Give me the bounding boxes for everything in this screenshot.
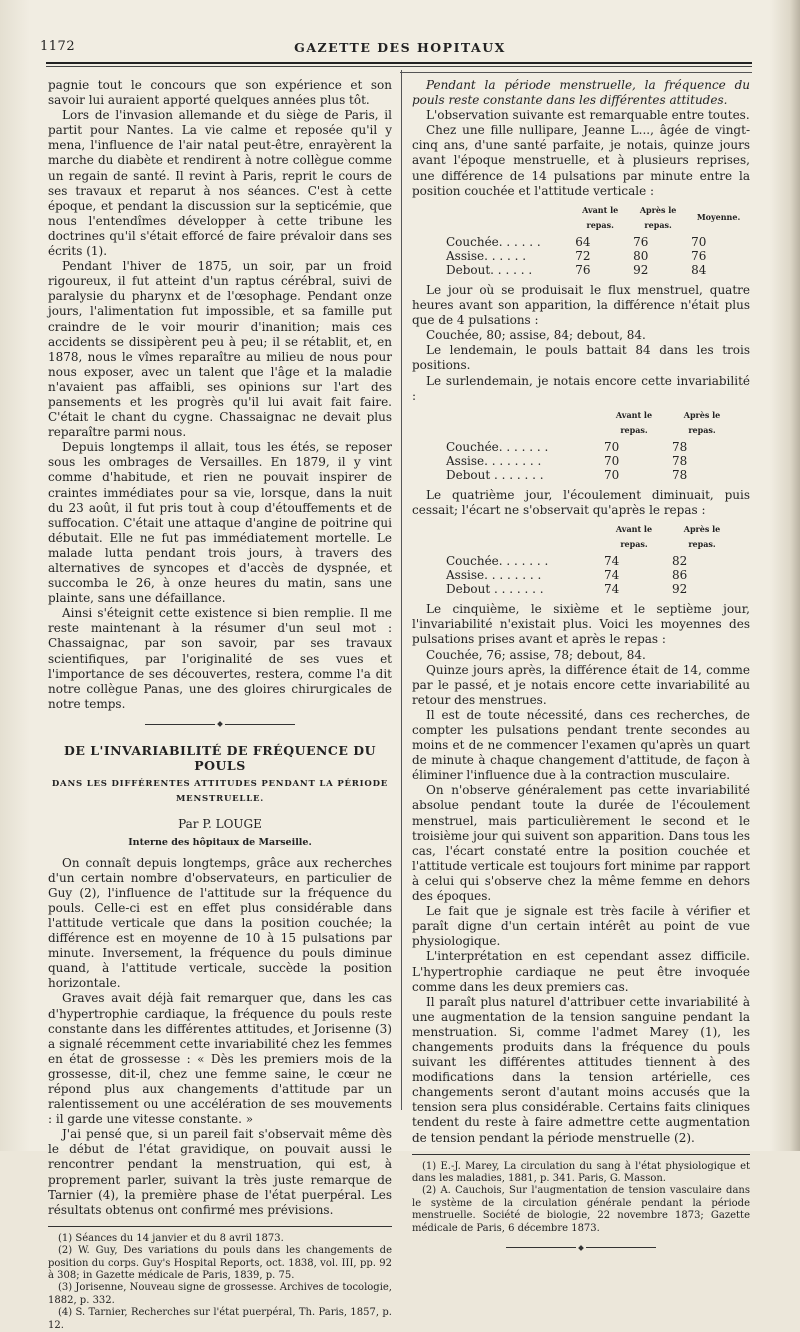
cell: 76 xyxy=(575,262,591,277)
table-row xyxy=(412,582,736,596)
paragraph: Le jour où se produisait le flux menstruel, quatre heures avant son apparition, la différence n'était plus que de 4 pulsations : xyxy=(412,282,750,328)
footnote-rule xyxy=(48,1226,392,1227)
cell: 72 xyxy=(575,248,591,263)
table-row xyxy=(412,468,736,482)
pulse-table-2 xyxy=(412,408,736,482)
table-row xyxy=(412,249,750,263)
article-author: Par P. LOUGE xyxy=(178,817,262,832)
running-title: GAZETTE DES HOPITAUX xyxy=(294,40,506,55)
cell: 74 xyxy=(604,554,620,569)
row-label: Assise. . . . . . xyxy=(446,248,527,263)
paragraph: Depuis longtemps il allait, tous les étés, se reposer sous les ombrages de Versailles. En 1879, il y vint comme d'habitude, et rien ne pouvait inspirer de craintes immédiates pour sa vie, lorsque, dans la nuit du 23 août, il fut pris tout à coup d'étouffements et de suffocation. C'était une attaque d'angine de poitrine qui débutait. Elle ne fut pas immédiatement mortelle. Le malade lutta pendant trois jours, à travers des alternatives de syncopes et d'accès de dyspnée, et succomba le 26, à onze heures du matin, sans une plainte, sans une défaillance. xyxy=(48,440,392,606)
article-subtitle: DANS LES DIFFÉRENTES ATTITUDES PENDANT LA PÉRIODE MENSTRUELLE. xyxy=(51,779,389,805)
row-label: Couchée. . . . . . . xyxy=(446,439,549,454)
cell: 70 xyxy=(691,234,707,249)
pulse-table-3 xyxy=(412,522,736,596)
cell: 92 xyxy=(672,582,688,597)
paragraph: Couchée, 76; assise, 78; debout, 84. xyxy=(426,647,646,662)
paragraph: Chez une fille nullipare, Jeanne L..., âgée de vingt-cinq ans, d'une santé parfaite, je notais, quinze jours avant l'époque menstruelle, et à plusieurs reprises, une différence de 14 pulsations par minute entre la position couchée et l'attitude verticale : xyxy=(412,123,750,198)
page-number: 1172 xyxy=(40,39,76,54)
cell: 70 xyxy=(604,453,620,468)
column-divider xyxy=(401,70,402,1110)
page-header xyxy=(0,36,800,58)
paragraph: Le cinquième, le sixième et le septième jour, l'invariabilité n'existait plus. Voici les moyennes des pulsations prises avant et après le repas : xyxy=(412,602,750,647)
footnote: (1) E.-J. Marey, La circulation du sang à l'état physiologique et dans les maladies, 1881, p. 341. Paris, G. Masson. xyxy=(412,1160,750,1185)
left-column xyxy=(48,78,392,1332)
table-header: Après le repas. xyxy=(683,409,721,435)
cell: 76 xyxy=(691,248,707,263)
paragraph: L'interprétation en est cependant assez difficile. L'hypertrophie cardiaque ne peut être invoquée comme dans les deux premiers cas. xyxy=(412,949,750,994)
row-label: Debout. . . . . . xyxy=(446,262,533,277)
footnote: (2) A. Cauchois, Sur l'augmentation de tension vasculaire dans le système de la circulation générale pendant la période menstruelle. Société de biologie, 22 novembre 1873; Gazette médicale de Paris, 6 décembre 1873. xyxy=(412,1185,750,1234)
table-header: Après le repas. xyxy=(639,204,677,230)
paragraph: Lors de l'invasion allemande et du siège de Paris, il partit pour Nantes. La vie calme et reposée qu'il y mena, l'influence de l'air natal peut-être, enrayèrent la marche du diabète et rendirent à notre collègue comme un regain de santé. Il revint à Paris, reprit le cours de ses travaux et reparut à nos séances. C'est à cette époque, et pendant la discussion sur la septicémie, que nous l'entendîmes développer à cette tribune les doctrines qu'il s'était efforcé de faire prévaloir dans ses écrits (1). xyxy=(48,108,392,259)
paragraph: On connaît depuis longtemps, grâce aux recherches d'un certain nombre d'observateurs, en particulier de Guy (2), l'influence de l'attitude sur la fréquence du pouls. Celle-ci est en effet plus considérable dans l'attitude verticale que dans la position couchée; la différence est en moyenne de 10 à 15 pulsations par minute. Inversement, la fréquence du pouls diminue quand, à l'attitude verticale, succède la position horizontale. xyxy=(48,855,392,991)
table-row xyxy=(412,454,736,468)
footnote: (4) S. Tarnier, Recherches sur l'état puerpéral, Th. Paris, 1857, p. 12. xyxy=(48,1307,392,1331)
paragraph: L'observation suivante est remarquable entre toutes. xyxy=(426,108,750,123)
paragraph: Il est de toute nécessité, dans ces recherches, de compter les pulsations pendant trente secondes au moins et de ne commencer l'examen qu'après un quart de minute à chaque changement d'attitude, de façon à éliminer l'influence due à la contraction musculaire. xyxy=(412,707,750,783)
paragraph: Quinze jours après, la différence était de 14, comme par le passé, et je notais encore cette invariabilité au retour des menstrues. xyxy=(412,662,750,707)
table-header: Avant le repas. xyxy=(582,204,619,230)
right-column-rule xyxy=(400,72,752,73)
cell: 70 xyxy=(604,467,620,482)
paragraph: Pendant l'hiver de 1875, un soir, par un froid rigoureux, il fut atteint d'un raptus cérébral, suivi de paralysie du pharynx et de l'œsophage. Pendant onze jours, l'alimentation fut impossible, et sa famille put craindre de le voir mourir d'inanition; mais ces accidents se dissipèrent peu à peu; il se rétablit, et, en 1878, nous le vîmes reparaître au milieu de nous pour nous exposer, avec un talent que l'âge et la maladie n'avaient pas affaibli, ses opinions sur l'art des pansements et les progrès qu'il lui avait fait faire. C'était le chant du cygne. Chassaignac ne devait plus reparaître parmi nous. xyxy=(48,259,392,440)
cell: 80 xyxy=(633,248,649,263)
header-rule xyxy=(46,62,752,64)
pulse-table-1 xyxy=(412,203,750,277)
section-separator xyxy=(412,1241,750,1256)
row-label: Couchée. . . . . . xyxy=(446,234,541,249)
cell: 92 xyxy=(633,262,649,277)
author-affiliation: Interne des hôpitaux de Marseille. xyxy=(128,836,312,848)
paragraph: Le quatrième jour, l'écoulement diminuait, puis cessait; l'écart ne s'observait qu'après le repas : xyxy=(412,487,750,517)
table-row xyxy=(412,568,736,582)
row-label: Assise. . . . . . . . xyxy=(446,568,542,583)
right-column xyxy=(412,78,750,1258)
table-header: Avant le repas. xyxy=(615,524,653,550)
table-header: Après le repas. xyxy=(683,524,721,550)
paragraph: Le surlendemain, je notais encore cette invariabilité : xyxy=(412,373,750,403)
paragraph: On n'observe généralement pas cette invariabilité absolue pendant toute la durée de l'écoulement menstruel, mais particulièrement le second et le troisième jour qui suivent son apparition. Dans tous les cas, l'écart constaté entre la position couchée et l'attitude verticale est toujours fort minime par rapport à celui qui s'observe chez la même femme en dehors des époques. xyxy=(412,783,750,904)
cell: 64 xyxy=(575,234,591,249)
article-title: DE L'INVARIABILITÉ DE FRÉQUENCE DU POULS xyxy=(63,743,377,774)
paragraph: Graves avait déjà fait remarquer que, dans les cas d'hypertrophie cardiaque, la fréquence du pouls reste constante dans les différentes attitudes, et Jorisenne (3) a signalé récemment cette invariabilité chez les femmes en état de grossesse : « Dès les premiers mois de la grossesse, dit-il, chez une femme saine, le cœur ne répond plus aux changements d'attitude par un ralentissement ou une accélération de ses mouvements : il garde une vitesse constante. » xyxy=(48,991,392,1127)
paragraph: Le fait que je signale est très facile à vérifier et paraît digne d'un certain intérêt au point de vue physiologique. xyxy=(412,904,750,949)
row-label: Assise. . . . . . . . xyxy=(446,453,542,468)
cell: 78 xyxy=(672,439,688,454)
row-label: Debout . . . . . . . xyxy=(446,582,544,597)
table-row xyxy=(412,235,750,249)
cell: 82 xyxy=(672,554,688,569)
footnote: (3) Jorisenne, Nouveau signe de grossesse. Archives de tocologie, 1882, p. 332. xyxy=(48,1282,392,1306)
header-rule-thin xyxy=(46,66,752,67)
row-label: Debout . . . . . . . xyxy=(446,467,544,482)
row-label: Couchée. . . . . . . xyxy=(446,554,549,569)
cell: 78 xyxy=(672,467,688,482)
cell: 76 xyxy=(633,234,649,249)
footnote: (2) W. Guy, Des variations du pouls dans les changements de position du corps. Guy's Hospital Reports, oct. 1838, vol. III, pp. 92 à 308; in Gazette médicale de Paris, 1839, p. 75. xyxy=(48,1245,392,1282)
cell: 74 xyxy=(604,582,620,597)
cell: 86 xyxy=(672,568,688,583)
paragraph: pagnie tout le concours que son expérience et son savoir lui auraient apporté quelques années plus tôt. xyxy=(48,78,392,108)
paragraph: Le lendemain, le pouls battait 84 dans les trois positions. xyxy=(412,343,750,373)
table-header: Avant le repas. xyxy=(615,409,653,435)
paragraph: Ainsi s'éteignit cette existence si bien remplie. Il me reste maintenant à la résumer d'un seul mot : Chassaignac, par son savoir, par ses travaux scientifiques, par l'originalité de ses vues et l'importance de ses découvertes, restera, comme l'a dit notre collègue Panas, une des gloires chirurgicales de notre temps. xyxy=(48,606,392,711)
table-header: Moyenne. xyxy=(696,212,741,223)
table-row xyxy=(412,263,750,277)
cell: 84 xyxy=(691,262,707,277)
footnote: (1) Séances du 14 janvier et du 8 avril 1873. xyxy=(58,1232,284,1244)
section-heading: Pendant la période menstruelle, la fréquence du pouls reste constante dans les différentes attitudes. xyxy=(412,78,750,108)
section-separator xyxy=(48,718,392,733)
cell: 74 xyxy=(604,568,620,583)
paragraph: J'ai pensé que, si un pareil fait s'observait même dès le début de l'état gravidique, on pouvait aussi le rencontrer pendant la menstruation, qui est, à proprement parler, suivant la très juste remarque de Tarnier (4), la première phase de l'état puerpéral. Les résultats obtenus ont confirmé mes prévisions. xyxy=(48,1127,392,1217)
cell: 70 xyxy=(604,439,620,454)
paragraph: Couchée, 80; assise, 84; debout, 84. xyxy=(426,328,646,343)
cell: 78 xyxy=(672,453,688,468)
footnote-rule xyxy=(412,1154,750,1155)
table-row xyxy=(412,554,736,568)
paragraph: Il paraît plus naturel d'attribuer cette invariabilité à une augmentation de la tension sanguine pendant la menstruation. Si, comme l'admet Marey (1), les changements produits dans la fréquence du pouls suivant les différentes attitudes tiennent à des modifications dans la tension artérielle, ces changements seront d'autant moins accusés que la tension sera plus considérable. Certains faits cliniques tendent du reste à faire admettre cette augmentation de tension pendant la période menstruelle (2). xyxy=(412,994,750,1145)
table-row xyxy=(412,440,736,454)
